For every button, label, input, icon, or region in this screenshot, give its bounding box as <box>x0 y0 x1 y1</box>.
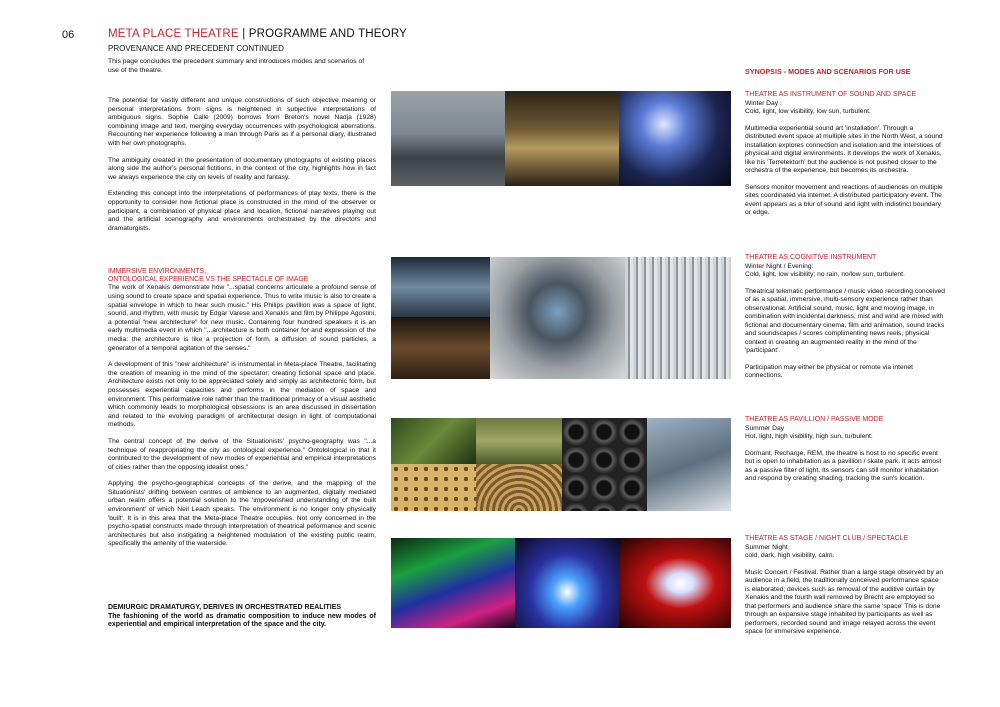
paragraph: The central concept of the derive of the Situationists' psycho-geography was "...a technique of reappropriating the city as ontological experience." Ontolological in that it contributed to the development of new modes of experiential and empirical interpretations of cities rather than the opposing idealist ones." <box>108 437 376 471</box>
paragraph: Sensors monitor movement and reactions of audiences on multiple sites coordinated via internet. A distributed participatory event. The event appears as a blur of sound and light with indistinct boundary or edge. <box>745 183 943 216</box>
paragraph: The work of Xenakis demonstrate how "...spatial concerns articulate a profound sense of using sound to create space and spatial experience. Thus to write music is also to create a spatial envelope in which to hear such music." His Philips pavillion was a space of light, sound, and rhythm, with music by Edgar Varese and Xenakis and film by Philippe Agostini, a potential "new architecture" for new music. Containing four hundred speakers it is an early multimedia event in which "...architecture is both container for and expression of the media: the architecture is like a projection of form, a diffusion of sound particles, a generator of a temporal agitation of the senses." <box>108 284 376 352</box>
scenario-weather: Cold, light, low visibility, low sun, turbulent. <box>745 108 871 115</box>
scenario-weather: Cold, light, low visibility; no rain, no/low sun, turbulent. <box>745 271 905 278</box>
photo <box>647 418 731 511</box>
paragraph: The fashioning of the world as dramatic composition to induce new modes of experiential and empirical interpretation of the space and the city. <box>108 612 376 629</box>
paragraph: Participation may either be physical or remote via intenet connections. <box>745 363 914 379</box>
scenario-stage <box>745 535 945 637</box>
image-strip-sound-space <box>391 91 731 186</box>
scenario-time: Summer Day <box>745 424 785 432</box>
scenario-time: Winter Day : <box>745 99 782 107</box>
scenario-pavillion <box>745 416 945 484</box>
title-separator: | <box>242 28 246 40</box>
paragraph: A development of this "new architecture" is instrumental in Meta-place Theatre, facilitating the creation of meaning in the mind of the spectator; creating fictional space and place. Architecture exists not only to be appreciated solely and simply as architectonic form, but possesses experiential capacities and performs in the mediation of space and environment. This performative role rather than the traditional primacy of a visual aesthetic which commonly leads to morphological obsessions is an area discussed in dissertation and related to the evolving paradigm of architectural design in light of computational methods. <box>108 361 376 429</box>
paragraph: The potential for vastly different and unique constructions of such objective meaning or personal interpretations from signs is heightened in subjective interpretations of ambiguous signs. Sophie Calle (2009) borrows from Breton's novel Nadja (1928) combining image and text, merging everyday occurrences with psychological aberrations. Recounting her experience following a man through Paris as if a personal diary, illustrated with her own photographs. <box>108 97 376 147</box>
paragraph: Multimedia experiential sound art 'installation'. Through a distributed event space at multiple sites in the North West, a sound installation explores connection and isolation and the interstices of physical and digital environments. It develops the work of Xenakis, like his 'Terretektorh' but the audience is not pushed closer to the orchestra of the experience, but becomes its orchestra. <box>745 124 943 174</box>
photo <box>562 418 647 511</box>
scenario-cognitive <box>745 254 945 381</box>
photo <box>476 418 562 464</box>
photo <box>391 418 476 464</box>
image-strip-cognitive <box>391 257 731 379</box>
title-black: PROGRAMME AND THEORY <box>248 28 407 40</box>
paragraph: Theatrical telematic performance / music video recording conceived of as a spatial, immersive, multi-sensory experience rather than observational. Artificial sound, music, light and moving image, in combination with incidental darkness, mist and wind are mixed with fictional and documentary cinema, film and animation, sound tracks and soundscapes / scores complimenting news reels, physical context in creating an augmented reality in the mind of the 'participant'. <box>745 287 945 354</box>
paragraph: Dormant, Recharge, REM, the theatre is host to no specific event but is open to inhabitation as a pavillion / skate park. It acts almost as a passive filter of light. Its sensors can still monitor inhabitation and respond by creating shading, tracking the sun's location. <box>745 449 942 482</box>
photo <box>476 464 562 511</box>
scenario-time: Summer Night <box>745 543 788 551</box>
image-strip-pavillion <box>391 418 731 511</box>
scenario-heading: THEATRE AS COGNITIVE INSTRUMENT <box>745 254 877 261</box>
scenario-heading: THEATRE AS PAVILLION / PASSIVE MODE <box>745 416 884 423</box>
photo <box>515 538 619 628</box>
section-heading: IMMERSIVE ENVIRONMENTS, <box>108 268 207 275</box>
section-heading: ONTOLOGICAL EXPERIENCE VS THE SPECTACLE OF IMAGE <box>108 276 309 284</box>
scenario-sound-space <box>745 91 945 218</box>
scenario-heading: THEATRE AS INSTRUMENT OF SOUND AND SPACE <box>745 91 917 98</box>
page-title <box>108 28 407 40</box>
intro-text: This page concludes the precedent summary and introduces modes and scenarios of use of the theatre. <box>108 58 365 74</box>
section-heading: DEMIURGIC DRAMATURGY, DERIVES IN ORCHESTRATED REALITIES <box>108 604 342 611</box>
left-column-bottom <box>108 604 376 630</box>
left-column-top <box>108 97 376 233</box>
synopsis-heading: SYNOPSIS - MODES AND SCENARIOS FOR USE <box>745 67 911 76</box>
scenario-weather: Hot, light, high visibility, high sun, turbulent. <box>745 433 873 440</box>
photo <box>619 538 731 628</box>
photo <box>619 91 731 186</box>
photo <box>490 257 625 379</box>
paragraph: Extending this concept into the interpretations of performances of play texts, there is the opportunity to consider how fictional place is constructed in the mind of the observer or participant, a combination of physical place and location, fictional narratives playing out and the artificial scenography and environments orchestrated by the directors and dramaturgists. <box>108 190 376 232</box>
scenario-weather: cold, dark, high visibility, calm. <box>745 552 835 559</box>
paragraph: Music Concert / Festival. Rather than a large stage observed by an audience in a field, the traditionally conceived performance space is elaborated; devices such as removal of the auditive curtain by Xenakis and the fourth wall removed by Brecht are employed so that performers and audience share the same 'space' This is done through an expansive stage inhabited by participants as well as performers, recorded sound and image relayed across the event space for immersive experience. <box>745 568 944 635</box>
page-subtitle: PROVENANCE AND PRECEDENT CONTINUED <box>108 44 284 53</box>
page-number: 06 <box>62 29 75 41</box>
photo <box>505 91 619 186</box>
scenario-heading: THEATRE AS STAGE / NIGHT CLUB / SPECTACLE <box>745 535 909 542</box>
image-strip-stage <box>391 538 731 628</box>
photo <box>391 464 476 511</box>
paragraph: The ambiguity created in the presentation of documentary photographs of existing places along side the author's personal fictitions, in the context of the city, highlights how in fact we always experience the city on levels of reality and fantasy. <box>108 156 376 181</box>
left-column-middle <box>108 268 376 549</box>
title-red: META PLACE THEATRE <box>108 28 239 40</box>
photo <box>391 257 490 317</box>
photo <box>391 317 490 379</box>
photo <box>391 538 515 628</box>
paragraph: Applying the psycho-geographical concepts of the derive, and the mapping of the Situationists' drifting between centres of ambience to an augmented, digitally mediated urban realm offers a potential solution to the 'impoverished understanding of the built environment' of which Neil Leach speaks. The environment is no longer only physically 'built'. It is in this area that the Meta-place Theatre occupies. Not only concerned in the psycho-spatial constructs made through interpretation of theatrical peformance and scenic architectures but also instigating a heightened modulation of the existing public realm, specifically the amenity of the waterside. <box>108 480 376 548</box>
photo <box>391 91 505 186</box>
photo <box>625 257 731 379</box>
scenario-time: Winter Night / Evening: <box>745 262 814 270</box>
